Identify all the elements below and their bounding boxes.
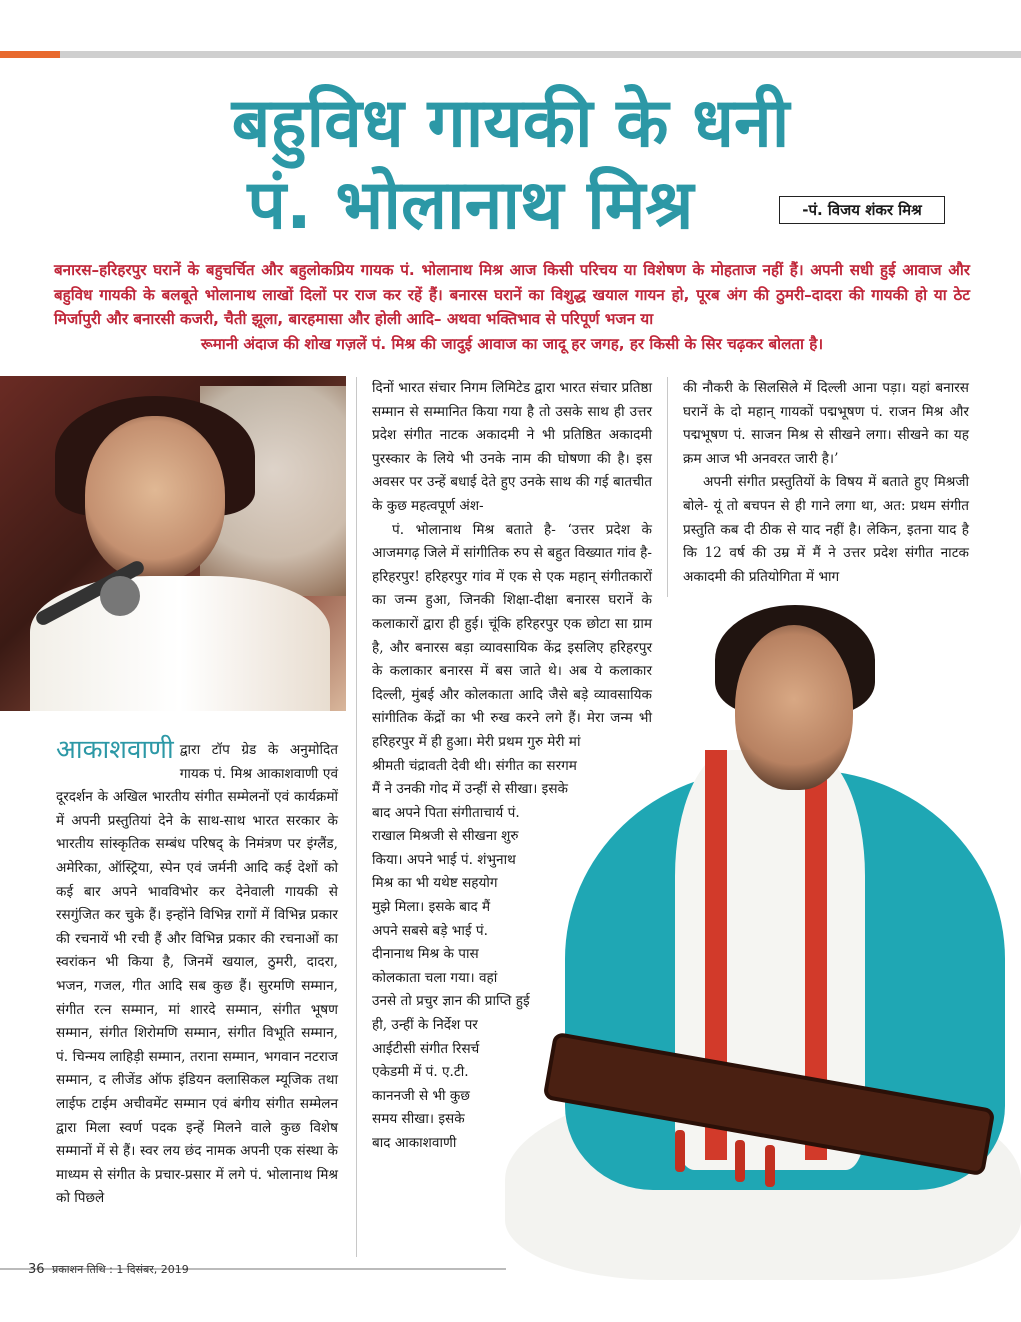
- article-title-line1: बहुविध गायकी के धनी: [231, 84, 790, 163]
- instrument-tassel: [735, 1140, 745, 1182]
- instrument-tassel: [765, 1145, 775, 1187]
- lead-paragraph: [54, 258, 970, 356]
- narrow-line: मिश्र का भी यथेष्ट सहयोग: [372, 875, 498, 892]
- narrow-line: बाद आकाशवाणी: [372, 1135, 457, 1151]
- narrow-line: अपने सबसे बड़े भाई पं.: [372, 922, 488, 939]
- narrow-line: श्रीमती चंद्रावती देवी थी। संगीत का सरगम: [372, 757, 577, 774]
- column-3-para-1: की नौकरी के सिलसिले में दिल्ली आना पड़ा। यहां बनारस घरानें के दो महान् गायकों पद्मभूषण पं. राजन मिश्र और पद्मभूषण पं. साजन मिश्र से सीखने लगा। सीखने का यह क्रम आज भी अनवरत जारी है।’: [683, 380, 969, 467]
- singer-photo-microphone: [0, 376, 346, 711]
- column-rule-2: [667, 377, 668, 597]
- narrow-line: आईटीसी संगीत रिसर्च: [372, 1040, 480, 1057]
- narrow-line: कोलकाता चला गया। वहां: [372, 969, 498, 986]
- narrow-line: काननजी से भी कुछ: [372, 1087, 470, 1104]
- instrument-tassel: [675, 1130, 685, 1172]
- column-rule-1: [356, 377, 357, 1257]
- narrow-line: राखाल मिश्रजी से सीखना शुरु: [372, 828, 519, 845]
- column-2-para-2: पं. भोलानाथ मिश्र बताते है- ‘उत्तर प्रदेश के आजमगढ़ जिले में सांगीतिक रुप से बहुत विख्यात गांव है- हरिहरपुर! हरिहरपुर गांव में एक से एक महान् संगीतकारों का जन्म हुआ, जिनकी शिक्षा-दीक्षा बनारस घरानें के कलाकारों द्वारा ही हुई। चूंकि हरिहरपुर एक छोटा सा ग्राम है, और बनारस बड़ा व्यावसायिक केंद्र इसलिए हरिहरपुर के कलाकार बनारस में बस जाते थे। अब ये कलाकार दिल्ली, मुंबई और कोलकाता आदि जैसे बड़े व्यावसायिक सांगीतिक केंद्रों का भी रुख करने लगे हैं। मेरा जन्म भी हरिहरपुर में ही हुआ। मेरी प्रथम गुरु मेरी मां: [372, 521, 652, 750]
- top-rule: [0, 51, 1021, 58]
- narrow-line: दीनानाथ मिश्र के पास: [372, 946, 479, 963]
- column-3: [683, 377, 969, 589]
- narrow-line: उनसे तो प्रचुर ज्ञान की प्राप्ति हुई: [372, 993, 530, 1010]
- page-footer: [28, 1262, 189, 1277]
- top-rule-accent: [0, 51, 60, 58]
- narrow-line: बाद अपने पिता संगीताचार्य पं.: [372, 804, 520, 821]
- narrow-line: ही, उन्हीं के निर्देश पर: [372, 1017, 478, 1034]
- photo-face: [735, 625, 853, 790]
- microphone-head: [100, 576, 140, 616]
- lead-text-last: रूमानी अंदाज की शोख गज़लें पं. मिश्र की जादुई आवाज का जादू हर जगह, हर किसी के सिर चढ़कर बोलता है।: [200, 334, 824, 353]
- photo-face: [85, 416, 225, 581]
- narrow-line: समय सीखा। इसके: [372, 1111, 465, 1128]
- dropword-aakashvani: आकाशवाणी: [56, 735, 174, 765]
- column-1: [56, 735, 338, 1211]
- lead-text: बनारस–हरिहरपुर घरानें के बहुचर्चित और बहुलोकप्रिय गायक पं. भोलानाथ मिश्र आज किसी परिचय या विशेषण के मोहताज नहीं हैं। अपनी सधी हुई आवाज और बहुविध गायकी के बलबूते भोलानाथ लाखों दिलों पर राज कर रहें हैं। बनारस घरानें का विशुद्ध खयाल गायन हो, पूरब अंग की ठुमरी–दादरा की गायकी हो या ठेट मिर्जापुरी और बनारसी कजरी, चैती झूला, बारहमासा और होली आदि– अथवा भक्तिभाव से परिपूर्ण भजन या: [54, 261, 970, 328]
- column-1-text: द्वारा टॉप ग्रेड के अनुमोदित गायक पं. मिश्र आकाशवाणी एवं दूरदर्शन के अखिल भारतीय संगीत सम्मेलनों एवं कार्यक्रमों में अपनी प्रस्तुतियां देने के साथ-साथ भारत सरकार के भारतीय सांस्कृतिक सम्बंध परिषद् के निमंत्रण पर इंग्लैंड, अमेरिका, ऑस्ट्रिया, स्पेन एवं जर्मनी आदि कई देशों को कई बार अपने भावविभोर कर देनेवाली गायकी से रसगुंजित कर चुके हैं। इन्होंने विभिन्न रागों में विभिन्न प्रकार की रचनायें भी रची हैं और विभिन्न प्रकार की रचनाओं का स्वरांकन भी किया है, जिनमें खयाल, ठुमरी, दादरा, भजन, गजल, गीत आदि सब कुछ हैं। सुरमणि सम्मान, संगीत रत्न सम्मान, मां शारदे सम्मान, संगीत भूषण सम्मान, संगीत शिरोमणि सम्मान, संगीत विभूति सम्मान, पं. चिन्मय लाहिड़ी सम्मान, तराना सम्मान, भगवान नटराज सम्मान, द लीजेंड ऑफ इंडियन क्लासिकल म्यूजिक तथा लाईफ टाईम अचीवमेंट सम्मान एवं बंगीय संगीत सम्मेलन द्वारा मिला स्वर्ण पदक इन्हें मिलने वाले कुछ विशेष सम्मानों में से हैं। स्वर लय छंद नामक अपनी एक संस्था के माध्यम से संगीत के प्रचार-प्रसार में लगे पं. भोलानाथ मिश्र को पिछले: [56, 742, 338, 1207]
- article-title-line2: पं. भोलानाथ मिश्र: [247, 166, 694, 245]
- page-number: 36: [28, 1262, 45, 1277]
- column-3-para-2: अपनी संगीत प्रस्तुतियों के विषय में बताते हुए मिश्रजी बोले- यूं तो बचपन से ही गाने लगा था, अत: प्रथम संगीत प्रस्तुति कब दी ठीक से याद नहीं है। लेकिन, इतना याद है कि 12 वर्ष की उम्र में मैं ने उत्तर प्रदेश संगीत नाटक अकादमी की प्रतियोगिता में भाग: [683, 474, 969, 585]
- singer-photo-swarmandal: [505, 600, 1021, 1322]
- narrow-line: मुझे मिला। इसके बाद मैं: [372, 899, 491, 916]
- narrow-line: मैं ने उनकी गोद में उन्हीं से सीखा। इसके: [372, 781, 568, 798]
- issue-date: प्रकाशन तिथि : 1 दिसंबर, 2019: [52, 1263, 189, 1276]
- narrow-line: किया। अपने भाई पं. शंभुनाथ: [372, 851, 516, 868]
- author-byline: -पं. विजय शंकर मिश्र: [779, 196, 945, 224]
- column-2-para-1: दिनों भारत संचार निगम लिमिटेड द्वारा भारत संचार प्रतिष्ठा सम्मान से सम्मानित किया गया है तो उसके साथ ही उत्तर प्रदेश संगीत नाटक अकादमी ने भी प्रतिष्ठित अकादमी पुरस्कार के लिये भी उनके नाम की घोषणा की है। इस अवसर पर उन्हें बधाई देते हुए उनके साथ की गई बातचीत के कुछ महत्वपूर्ण अंश-: [372, 380, 652, 514]
- narrow-line: एकेडमी में पं. ए.टी.: [372, 1064, 469, 1081]
